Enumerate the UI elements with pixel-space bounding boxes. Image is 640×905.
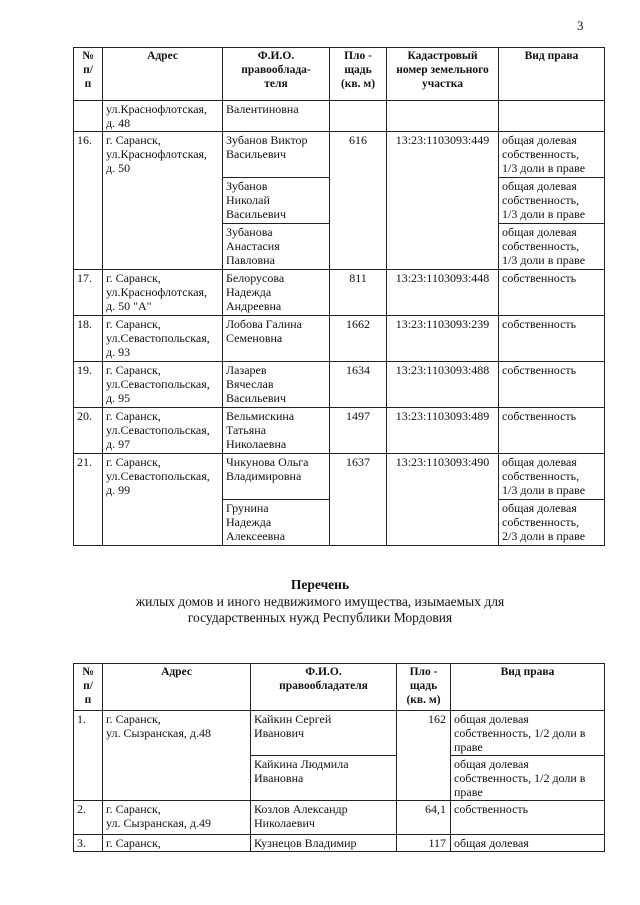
- cell-area: 811: [330, 270, 387, 316]
- property-table: [73, 663, 605, 852]
- cell-right: общая долевая собственность, 1/3 доли в праве: [499, 132, 605, 178]
- cell-cadastral: 13:23:1103093:449: [387, 132, 499, 270]
- cell-address: г. Саранск, ул.Севастопольская, д. 95: [103, 362, 223, 408]
- cell-area: 162: [397, 711, 451, 801]
- land-plots-table: [73, 47, 605, 546]
- table-row: [74, 132, 605, 178]
- cell-right: общая долевая собственность, 1/2 доли в праве: [451, 711, 605, 756]
- cell-num: 20.: [74, 408, 103, 454]
- header-address: Адрес: [103, 48, 223, 101]
- cell-address: ул.Краснофлотская, д. 48: [103, 101, 223, 132]
- cell-right: собственность: [499, 408, 605, 454]
- list-subtitle: [0, 594, 640, 626]
- cell-address: г. Саранск, ул.Краснофлотская, д. 50 "А": [103, 270, 223, 316]
- cell-right: [499, 101, 605, 132]
- cell-owner: Валентиновна: [223, 101, 330, 132]
- cell-area: 1497: [330, 408, 387, 454]
- cell-address: г. Саранск, ул.Севастопольская, д. 93: [103, 316, 223, 362]
- cell-owner: Вельмискина Татьяна Николаевна: [223, 408, 330, 454]
- subtitle-line: государственных нужд Республики Мордовия: [187, 610, 453, 625]
- cell-area: 1634: [330, 362, 387, 408]
- header-right: Вид права: [499, 48, 605, 101]
- cell-right: собственность: [499, 316, 605, 362]
- table-row: [74, 835, 605, 852]
- header-owner: Ф.И.О. правооблада- теля: [223, 48, 330, 101]
- cell-address: г. Саранск, ул.Севастопольская, д. 99: [103, 454, 223, 546]
- cell-num: 2.: [74, 801, 103, 835]
- cell-right: собственность: [499, 362, 605, 408]
- cell-address: г. Саранск, ул. Сызранская, д.49: [103, 801, 251, 835]
- cell-cadastral: 13:23:1103093:490: [387, 454, 499, 546]
- cell-area: 1637: [330, 454, 387, 546]
- cell-cadastral: [387, 101, 499, 132]
- cell-num: 16.: [74, 132, 103, 270]
- table-header-row: [74, 664, 605, 711]
- cell-address: г. Саранск, ул.Севастопольская, д. 97: [103, 408, 223, 454]
- cell-area: 64,1: [397, 801, 451, 835]
- header-right: Вид права: [451, 664, 605, 711]
- cell-owner: Лазарев Вячеслав Васильевич: [223, 362, 330, 408]
- cell-right: общая долевая собственность, 1/2 доли в праве: [451, 756, 605, 801]
- header-owner: Ф.И.О. правообладателя: [251, 664, 397, 711]
- table-row: [74, 316, 605, 362]
- cell-right: собственность: [451, 801, 605, 835]
- cell-cadastral: 13:23:1103093:489: [387, 408, 499, 454]
- table-row: [74, 270, 605, 316]
- cell-owner: Зубанов Виктор Васильевич: [223, 132, 330, 178]
- cell-owner: Кайкин Сергей Иванович: [251, 711, 397, 756]
- table-row: [74, 101, 605, 132]
- cell-num: 1.: [74, 711, 103, 801]
- table-row: [74, 362, 605, 408]
- page-number: 3: [577, 18, 584, 33]
- cell-right: общая долевая собственность, 1/3 доли в праве: [499, 454, 605, 500]
- header-area: Пло - щадь (кв. м): [397, 664, 451, 711]
- cell-owner: Зубанов Николай Васильевич: [223, 178, 330, 224]
- cell-owner: Белорусова Надежда Андреевна: [223, 270, 330, 316]
- cell-address: г. Саранск, ул.Краснофлотская, д. 50: [103, 132, 223, 270]
- cell-num: 21.: [74, 454, 103, 546]
- table-header-row: [74, 48, 605, 101]
- cell-right: общая долевая собственность, 1/3 доли в праве: [499, 178, 605, 224]
- header-cadastral: Кадастровый номер земельного участка: [387, 48, 499, 101]
- table-row: [74, 408, 605, 454]
- cell-owner: Зубанова Анастасия Павловна: [223, 224, 330, 270]
- cell-area: 1662: [330, 316, 387, 362]
- cell-cadastral: 13:23:1103093:448: [387, 270, 499, 316]
- cell-right: общая долевая: [451, 835, 605, 852]
- cell-num: [74, 101, 103, 132]
- cell-right: общая долевая собственность, 1/3 доли в праве: [499, 224, 605, 270]
- header-num: № п/ п: [74, 48, 103, 101]
- list-title: Перечень: [290, 577, 350, 592]
- cell-area: 117: [397, 835, 451, 852]
- cell-num: 17.: [74, 270, 103, 316]
- table-row: [74, 801, 605, 835]
- cell-owner: Грунина Надежда Алексеевна: [223, 500, 330, 546]
- table-row: [74, 454, 605, 500]
- cell-owner: Лобова Галина Семеновна: [223, 316, 330, 362]
- cell-address: г. Саранск,: [103, 835, 251, 852]
- cell-right: собственность: [499, 270, 605, 316]
- cell-cadastral: 13:23:1103093:488: [387, 362, 499, 408]
- cell-owner: Козлов Александр Николаевич: [251, 801, 397, 835]
- subtitle-line: жилых домов и иного недвижимого имущества, изымаемых для: [135, 594, 505, 609]
- cell-area: 616: [330, 132, 387, 270]
- cell-owner: Чикунова Ольга Владимировна: [223, 454, 330, 500]
- cell-cadastral: 13:23:1103093:239: [387, 316, 499, 362]
- cell-num: 19.: [74, 362, 103, 408]
- header-num: № п/ п: [74, 664, 103, 711]
- cell-area: [330, 101, 387, 132]
- table-row: [74, 711, 605, 756]
- cell-address: г. Саранск, ул. Сызранская, д.48: [103, 711, 251, 801]
- header-area: Пло - щадь (кв. м): [330, 48, 387, 101]
- cell-owner: Кузнецов Владимир: [251, 835, 397, 852]
- cell-owner: Кайкина Людмила Ивановна: [251, 756, 397, 801]
- header-address: Адрес: [103, 664, 251, 711]
- cell-num: 3.: [74, 835, 103, 852]
- cell-num: 18.: [74, 316, 103, 362]
- cell-right: общая долевая собственность, 2/3 доли в праве: [499, 500, 605, 546]
